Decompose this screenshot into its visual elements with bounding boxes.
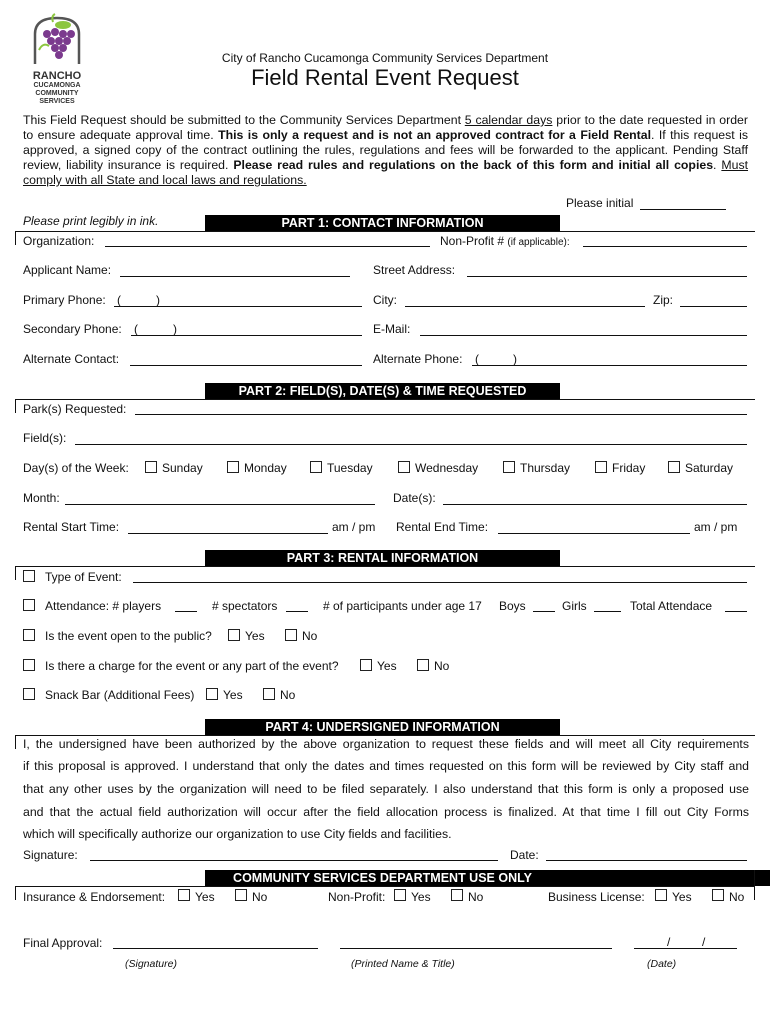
caption-printed-name: (Printed Name & Title) [351, 958, 455, 970]
street-address-field[interactable] [467, 276, 747, 277]
open-public-checkbox[interactable] [23, 629, 35, 641]
charge-no-checkbox[interactable] [417, 659, 429, 671]
part1-left-border [15, 231, 16, 245]
final-approval-name-field[interactable] [340, 948, 612, 949]
attendance-players-label: Attendance: # players [45, 599, 162, 613]
nonprofit-label: Non-Profit # (if applicable): [440, 234, 570, 248]
sunday-checkbox[interactable] [145, 461, 157, 473]
snack-bar-label: Snack Bar (Additional Fees) [45, 688, 195, 702]
friday-label: Friday [612, 461, 646, 475]
caption-date: (Date) [647, 958, 677, 970]
start-time-field[interactable] [128, 533, 328, 534]
monday-checkbox[interactable] [227, 461, 239, 473]
boys-label: Boys [499, 599, 526, 613]
type-of-event-label: Type of Event: [45, 570, 122, 584]
zip-label: Zip: [653, 293, 674, 307]
nonprofit-field[interactable] [583, 246, 747, 247]
organization-field[interactable] [105, 246, 430, 247]
date-label: Date: [510, 848, 539, 862]
open-public-yes-label: Yes [245, 629, 265, 643]
primary-phone-field[interactable] [114, 306, 362, 307]
department-name: City of Rancho Cucamonga Community Services Department [221, 51, 549, 65]
date-field[interactable] [546, 860, 747, 861]
parks-label: Park(s) Requested: [23, 402, 127, 416]
part1-divider [15, 231, 755, 232]
fields-field[interactable] [75, 444, 747, 445]
date-slash-2: / [702, 935, 706, 949]
total-attendance-label: Total Attendace [630, 599, 713, 613]
part2-heading: PART 2: FIELD(S), DATE(S) & TIME REQUESTED [205, 383, 560, 399]
saturday-label: Saturday [685, 461, 734, 475]
players-field[interactable] [175, 611, 197, 612]
end-ampm: am / pm [694, 520, 738, 534]
insurance-no-checkbox[interactable] [235, 889, 247, 901]
open-public-no-checkbox[interactable] [285, 629, 297, 641]
open-public-no-label: No [302, 629, 318, 643]
alternate-phone-paren-open: ( [475, 352, 479, 366]
fields-label: Field(s): [23, 431, 67, 445]
street-address-label: Street Address: [373, 263, 456, 277]
boys-field[interactable] [533, 611, 555, 612]
logo-text-community: COMMUNITY [35, 90, 79, 97]
friday-checkbox[interactable] [595, 461, 607, 473]
office-use-heading: COMMUNITY SERVICES DEPARTMENT USE ONLY [205, 870, 770, 886]
thursday-checkbox[interactable] [503, 461, 515, 473]
dates-field[interactable] [443, 504, 747, 505]
caption-signature: (Signature) [125, 958, 177, 970]
open-public-yes-checkbox[interactable] [228, 629, 240, 641]
office-divider [15, 886, 755, 887]
spectators-label: # spectators [212, 599, 278, 613]
part3-divider [15, 566, 755, 567]
zip-field[interactable] [680, 306, 747, 307]
charge-yes-checkbox[interactable] [360, 659, 372, 671]
part2-left-border [15, 399, 16, 413]
part3-left-border [15, 566, 16, 580]
business-license-no-label: No [729, 890, 745, 904]
start-time-label: Rental Start Time: [23, 520, 120, 534]
final-approval-label: Final Approval: [23, 936, 103, 950]
snack-bar-checkbox[interactable] [23, 688, 35, 700]
primary-phone-label: Primary Phone: [23, 293, 106, 307]
open-public-label: Is the event open to the public? [45, 629, 212, 643]
start-ampm: am / pm [332, 520, 376, 534]
insurance-no-label: No [252, 890, 268, 904]
signature-label: Signature: [23, 848, 78, 862]
type-of-event-checkbox[interactable] [23, 570, 35, 582]
sunday-label: Sunday [162, 461, 203, 475]
office-nonprofit-yes-label: Yes [411, 890, 431, 904]
insurance-yes-checkbox[interactable] [178, 889, 190, 901]
part3-heading: PART 3: RENTAL INFORMATION [205, 550, 560, 566]
certification-line-4: and that the actual field authorization will occur after the field allocation process is finalized. At that time I fill out City Forms [23, 805, 749, 819]
date-slash-1: / [667, 935, 671, 949]
business-license-yes-label: Yes [672, 890, 692, 904]
office-nonprofit-no-checkbox[interactable] [451, 889, 463, 901]
email-label: E-Mail: [373, 322, 411, 336]
under17-label: # of participants under age 17 [323, 599, 482, 613]
part4-heading: PART 4: UNDERSIGNED INFORMATION [205, 719, 560, 735]
primary-phone-paren-open: ( [117, 293, 121, 307]
grape-logo-icon [25, 12, 89, 68]
wednesday-checkbox[interactable] [398, 461, 410, 473]
tuesday-label: Tuesday [327, 461, 373, 475]
insurance-yes-label: Yes [195, 890, 215, 904]
part4-left-border [15, 735, 16, 749]
part1-heading: PART 1: CONTACT INFORMATION [205, 215, 560, 231]
tuesday-checkbox[interactable] [310, 461, 322, 473]
alternate-phone-field[interactable] [472, 365, 747, 366]
charge-label: Is there a charge for the event or any part of the event? [45, 659, 339, 673]
charge-yes-label: Yes [377, 659, 397, 673]
office-nonprofit-yes-checkbox[interactable] [394, 889, 406, 901]
secondary-phone-paren-close: ) [173, 322, 177, 336]
city-label: City: [373, 293, 397, 307]
secondary-phone-paren-open: ( [134, 322, 138, 336]
print-legibly-note: Please print legibly in ink. [23, 214, 159, 228]
part4-divider [15, 735, 755, 736]
snack-bar-yes-checkbox[interactable] [206, 688, 218, 700]
snack-bar-yes-label: Yes [223, 688, 243, 702]
primary-phone-paren-close: ) [156, 293, 160, 307]
business-license-label: Business License: [548, 890, 645, 904]
days-label: Day(s) of the Week: [23, 461, 129, 475]
attendance-checkbox[interactable] [23, 599, 35, 611]
alternate-contact-label: Alternate Contact: [23, 352, 120, 366]
logo-text-services: SERVICES [39, 98, 75, 105]
end-time-label: Rental End Time: [396, 520, 489, 534]
business-license-no-checkbox[interactable] [712, 889, 724, 901]
office-nonprofit-label: Non-Profit: [328, 890, 386, 904]
certification-line-3: that any other uses by the organization will need to be filed separately. I also understand that this form is only a proposed use [23, 782, 749, 796]
office-left-border [15, 886, 16, 900]
logo [25, 12, 89, 104]
logo-text-rancho: RANCHO [32, 70, 82, 82]
certification-line-5: which will specifically authorize our organization to use City fields and facilities. [23, 827, 452, 841]
parks-field[interactable] [135, 414, 747, 415]
alternate-phone-paren-close: ) [513, 352, 517, 366]
secondary-phone-field[interactable] [131, 335, 362, 336]
type-of-event-field[interactable] [133, 582, 747, 583]
alternate-contact-field[interactable] [130, 365, 362, 366]
girls-field[interactable] [594, 611, 621, 612]
dates-label: Date(s): [393, 491, 436, 505]
secondary-phone-label: Secondary Phone: [23, 322, 122, 336]
intro-paragraph: This Field Request should be submitted to the Community Services Department 5 calendar days prior to the date requested in order to ensure adequate approval time. This is only a request and is not an approved contract for a Field Rental. If this request is approved, a signed copy of the contract outlining the rules, regulations and fees will be forwarded to the applicant. Pending Staff review, liability insurance is required. Please read rules and regulations on the back of this form and initial all copies. Must comply with all State and local laws and regulations. [23, 113, 749, 187]
snack-bar-no-checkbox[interactable] [263, 688, 275, 700]
page-title: Field Rental Event Request [251, 65, 519, 90]
part2-divider [15, 399, 755, 400]
insurance-label: Insurance & Endorsement: [23, 890, 166, 904]
final-approval-date-field[interactable] [634, 948, 737, 949]
month-label: Month: [23, 491, 60, 505]
alternate-phone-label: Alternate Phone: [373, 352, 463, 366]
total-attendance-field[interactable] [725, 611, 747, 612]
end-time-field[interactable] [498, 533, 690, 534]
applicant-name-label: Applicant Name: [23, 263, 112, 277]
charge-no-label: No [434, 659, 450, 673]
office-right-border [754, 870, 755, 900]
signature-field[interactable] [90, 860, 498, 861]
final-approval-signature-field[interactable] [113, 948, 318, 949]
office-nonprofit-no-label: No [468, 890, 484, 904]
city-field[interactable] [405, 306, 645, 307]
certification-line-1: I, the undersigned have been authorized by the above organization to request these fields and will meet all City requirements [23, 737, 749, 751]
girls-label: Girls [562, 599, 587, 613]
charge-checkbox[interactable] [23, 659, 35, 671]
certification-line-2: if this proposal is approved. I understand that only the dates and times requested on this form will be reviewed by City staff and [23, 759, 749, 773]
month-field[interactable] [65, 504, 375, 505]
business-license-yes-checkbox[interactable] [655, 889, 667, 901]
spectators-field[interactable] [286, 611, 308, 612]
snack-bar-no-label: No [280, 688, 296, 702]
saturday-checkbox[interactable] [668, 461, 680, 473]
logo-text-cucamonga: CUCAMONGA [33, 82, 81, 89]
email-field[interactable] [420, 335, 747, 336]
please-initial-label: Please initial [566, 196, 634, 210]
thursday-label: Thursday [520, 461, 571, 475]
monday-label: Monday [244, 461, 287, 475]
organization-label: Organization: [23, 234, 95, 248]
applicant-name-field[interactable] [120, 276, 350, 277]
wednesday-label: Wednesday [415, 461, 479, 475]
initial-field[interactable] [640, 209, 726, 210]
